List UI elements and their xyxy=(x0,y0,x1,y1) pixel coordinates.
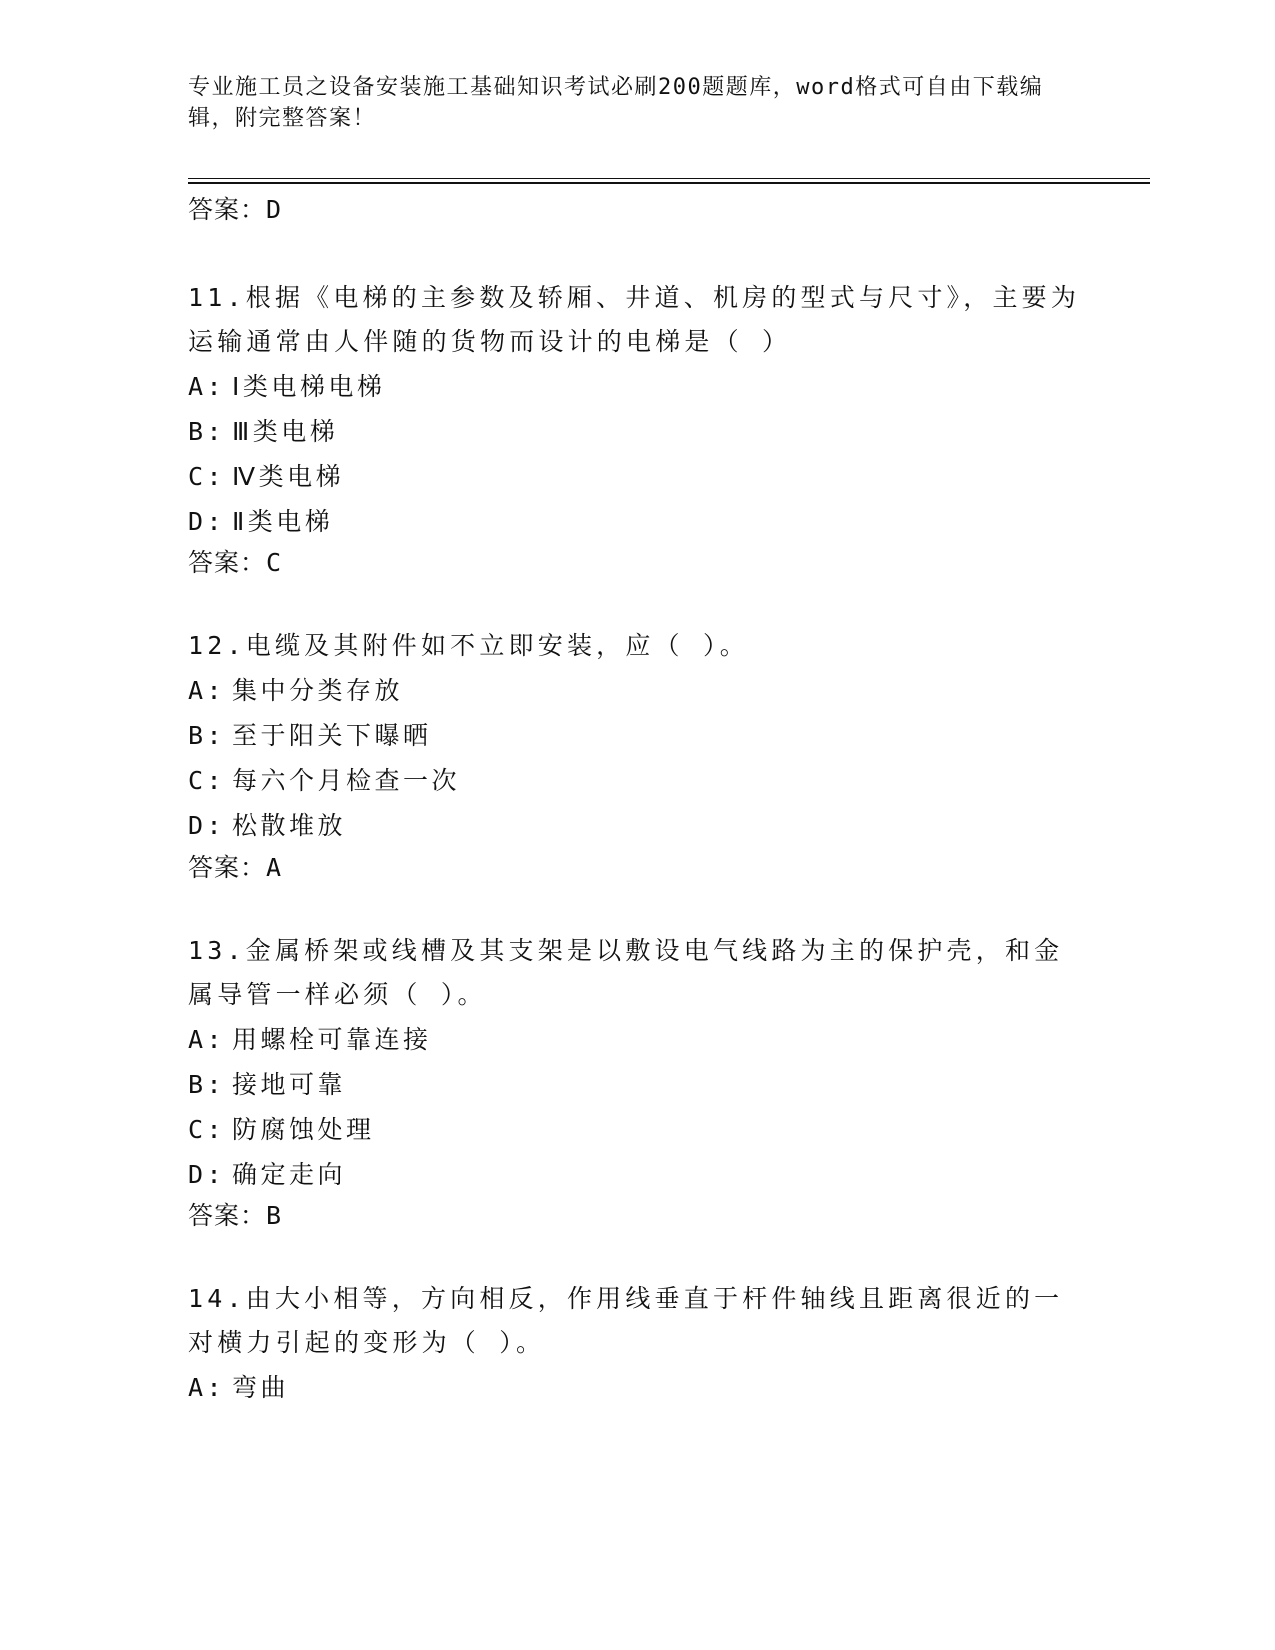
answer-label: 答案： xyxy=(188,853,267,882)
answer-label: 答案： xyxy=(188,548,267,577)
option-text: 用螺栓可靠连接 xyxy=(232,1025,432,1054)
option-key: B: xyxy=(188,721,226,750)
option-a xyxy=(188,668,1088,713)
answer-value: A xyxy=(266,853,283,882)
option-d xyxy=(188,499,1088,544)
question-11 xyxy=(188,276,1088,544)
question-text: 11.根据《电梯的主参数及轿厢、井道、机房的型式与尺寸》，主要为运输通常由人伴随的货物而设计的电梯是（ ） xyxy=(188,283,1081,356)
option-c xyxy=(188,1107,1088,1152)
option-text: 弯曲 xyxy=(232,1373,290,1402)
option-c xyxy=(188,758,1088,803)
question-12 xyxy=(188,624,1088,848)
answer-label: 答案： xyxy=(188,1201,267,1230)
option-key: C: xyxy=(188,1115,226,1144)
answer-line-11 xyxy=(188,546,282,580)
question-text: 13.金属桥架或线槽及其支架是以敷设电气线路为主的保护壳，和金属导管一样必须（ ）。 xyxy=(188,936,1064,1009)
option-key: B: xyxy=(188,1070,226,1099)
option-b xyxy=(188,409,1088,454)
option-text: 至于阳关下曝晒 xyxy=(232,721,432,750)
answer-value: D xyxy=(266,195,283,224)
option-c xyxy=(188,454,1088,499)
answer-line-12 xyxy=(188,851,282,885)
option-key: A: xyxy=(188,1025,226,1054)
option-key: D: xyxy=(188,1160,226,1189)
option-text: Ⅲ类电梯 xyxy=(232,417,339,446)
option-d xyxy=(188,803,1088,848)
question-text: 14.由大小相等，方向相反，作用线垂直于杆件轴线且距离很近的一对横力引起的变形为（ ）。 xyxy=(188,1284,1064,1357)
answer-label: 答案： xyxy=(188,195,267,224)
option-key: B: xyxy=(188,417,226,446)
header-divider-thin xyxy=(188,178,1150,179)
option-key: A: xyxy=(188,372,226,401)
option-key: A: xyxy=(188,1373,226,1402)
option-text: 确定走向 xyxy=(232,1160,347,1189)
option-text: 松散堆放 xyxy=(232,811,347,840)
answer-line-prev xyxy=(188,193,282,227)
option-text: 集中分类存放 xyxy=(232,676,404,705)
document-header: 专业施工员之设备安装施工基础知识考试必刷200题题库，word格式可自由下载编辑，附完整答案！ xyxy=(188,75,1044,131)
question-13 xyxy=(188,929,1088,1197)
option-text: 接地可靠 xyxy=(232,1070,347,1099)
option-text: Ⅱ类电梯 xyxy=(232,507,334,536)
option-key: C: xyxy=(188,766,226,795)
question-14 xyxy=(188,1277,1088,1410)
option-a xyxy=(188,1017,1088,1062)
option-d xyxy=(188,1152,1088,1197)
answer-value: B xyxy=(266,1201,283,1230)
option-b xyxy=(188,713,1088,758)
question-text: 12.电缆及其附件如不立即安装，应（ ）。 xyxy=(188,631,749,660)
option-text: Ⅰ类电梯电梯 xyxy=(232,372,386,401)
option-b xyxy=(188,1062,1088,1107)
option-a xyxy=(188,1365,1088,1410)
option-a xyxy=(188,364,1088,409)
answer-line-13 xyxy=(188,1199,282,1233)
option-text: 每六个月检查一次 xyxy=(232,766,461,795)
option-key: D: xyxy=(188,811,226,840)
option-key: C: xyxy=(188,462,226,491)
option-text: Ⅳ类电梯 xyxy=(232,462,345,491)
option-key: D: xyxy=(188,507,226,536)
option-text: 防腐蚀处理 xyxy=(232,1115,375,1144)
header-divider-thick xyxy=(188,182,1150,184)
option-key: A: xyxy=(188,676,226,705)
answer-value: C xyxy=(266,548,283,577)
